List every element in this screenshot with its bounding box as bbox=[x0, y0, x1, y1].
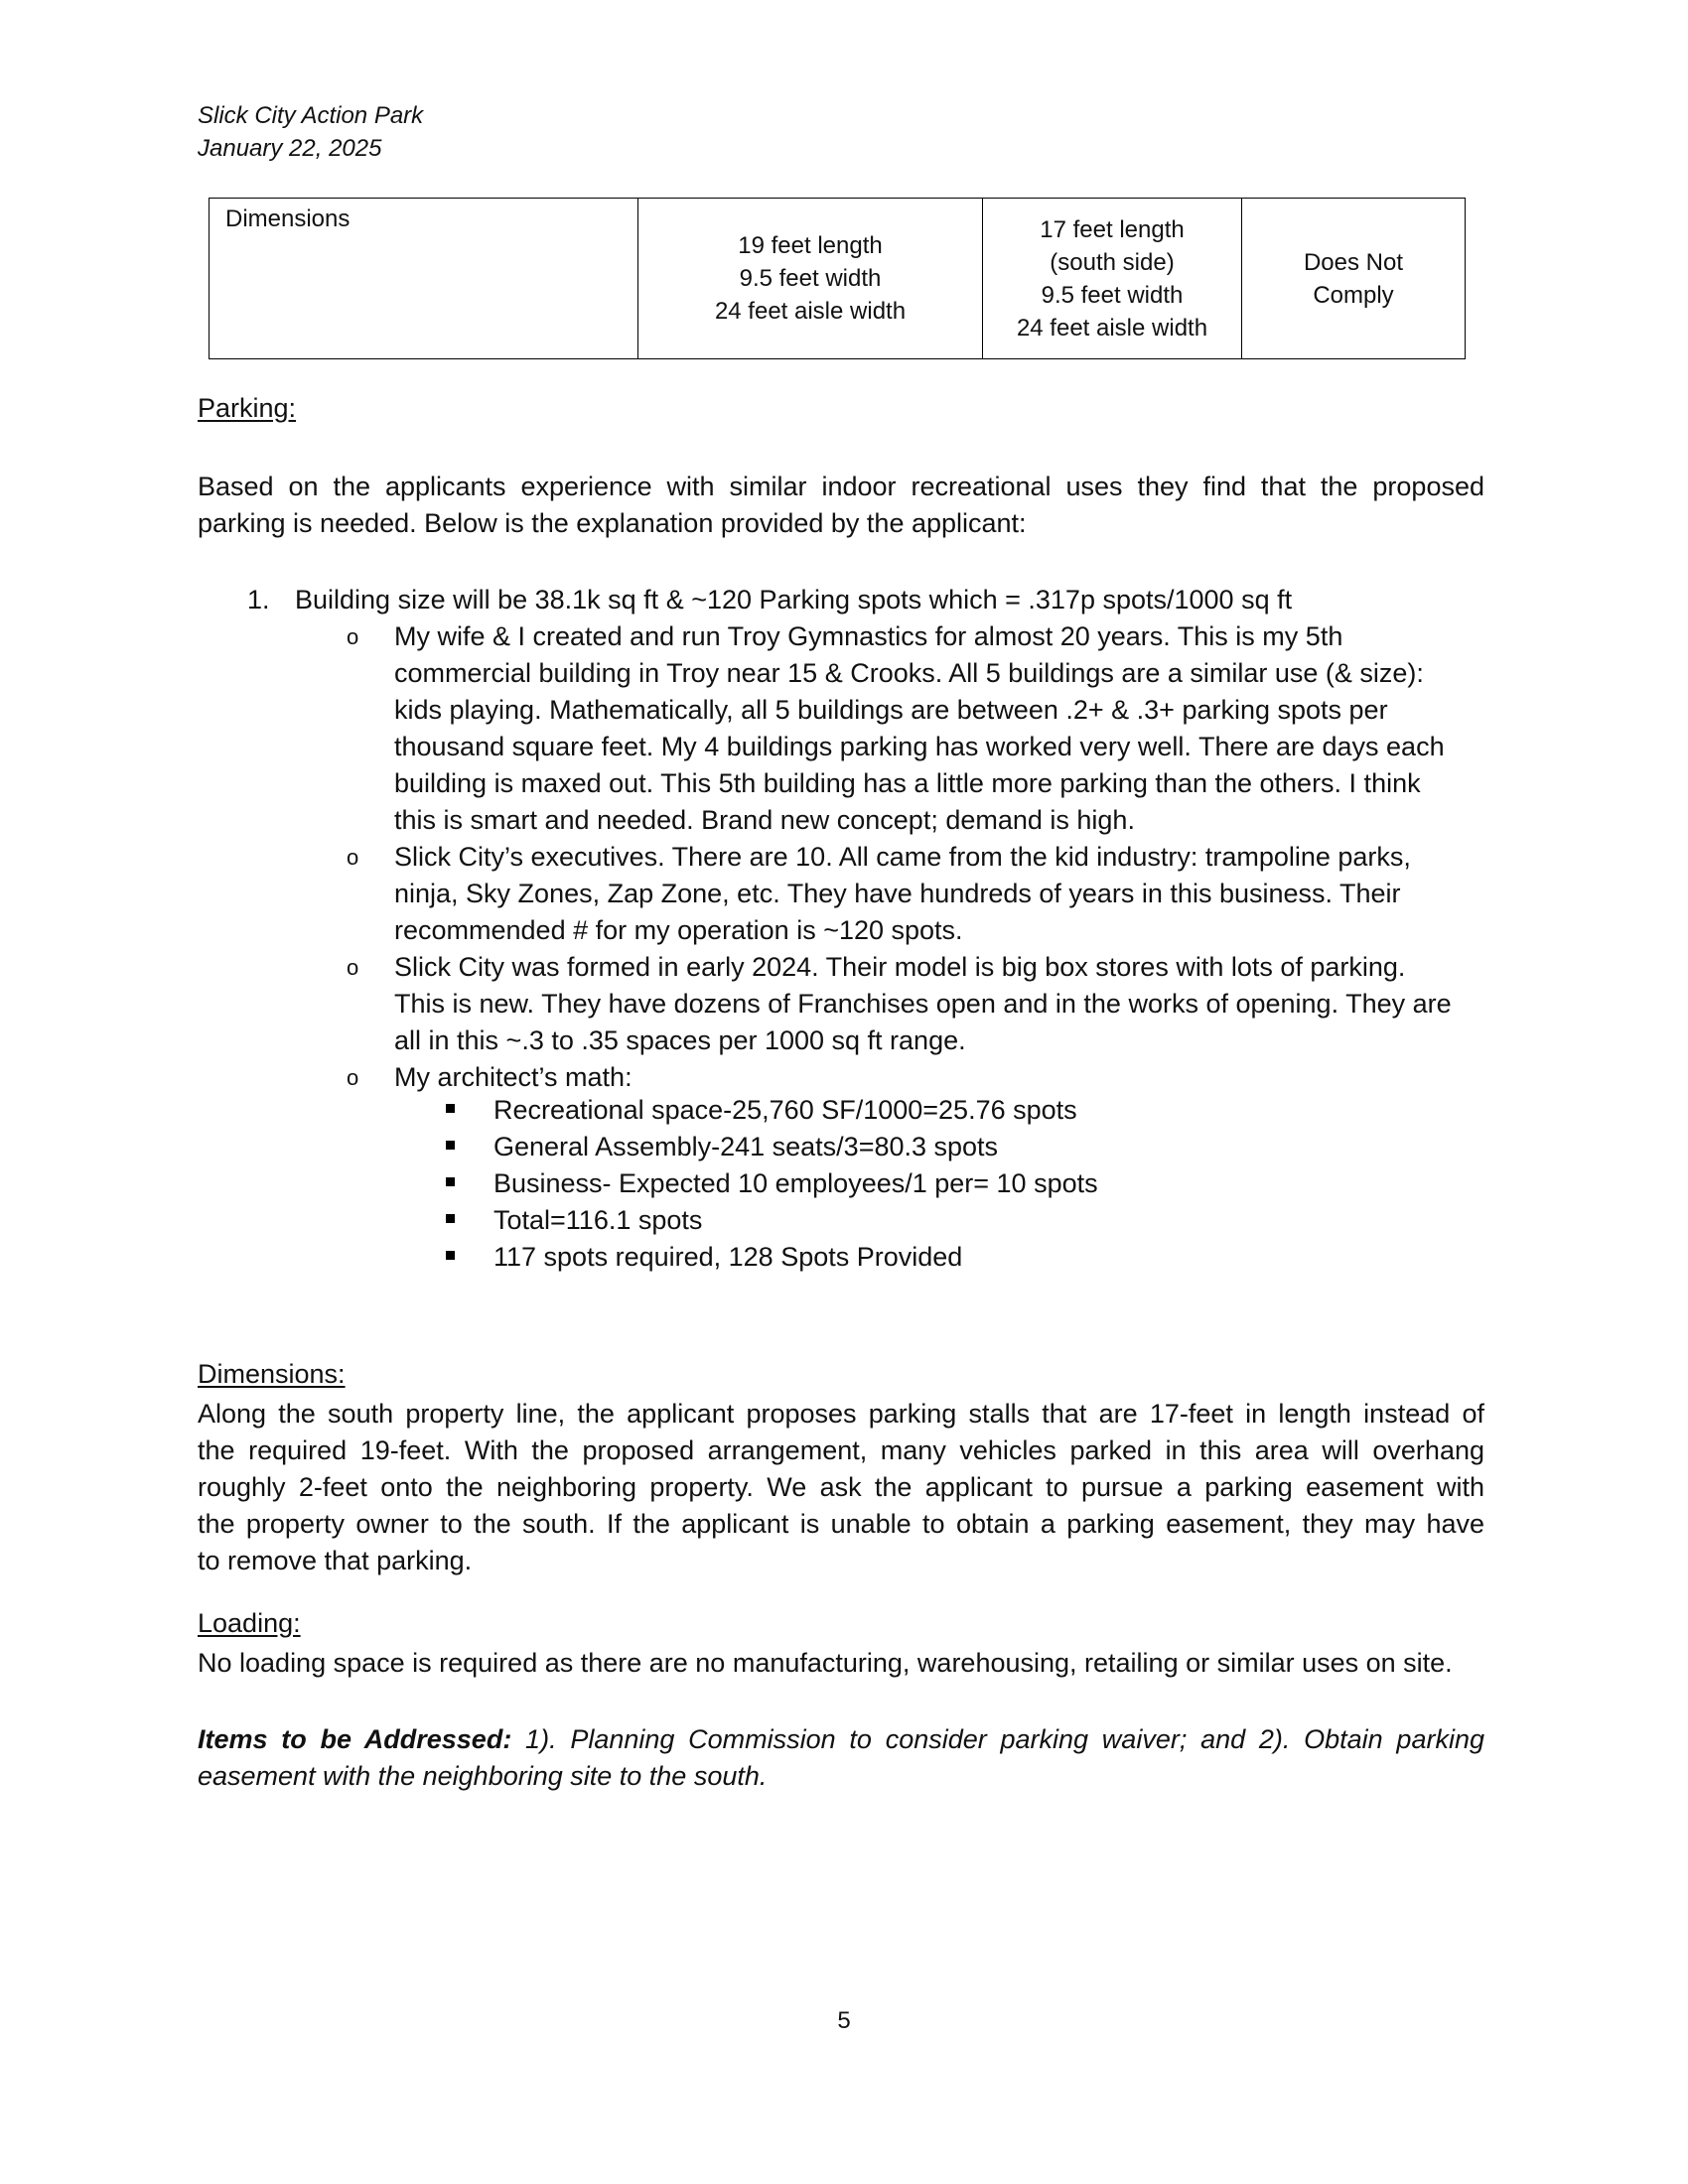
circle-bullet-icon: o bbox=[347, 624, 359, 649]
list-item-line: building is maxed out. This 5th building has a little more parking than the others. I think bbox=[394, 768, 1421, 798]
dimensions-heading: Dimensions: bbox=[198, 1359, 346, 1389]
provided-value: 24 feet aisle width bbox=[1016, 314, 1208, 341]
square-bullet-icon bbox=[446, 1104, 455, 1113]
list-item bbox=[347, 839, 1452, 949]
provided-value: (south side) bbox=[1050, 248, 1175, 276]
header-project-name: Slick City Action Park bbox=[198, 102, 424, 129]
paragraph-line: the property owner to the south. If the applicant is unable to obtain a parking easement, they may have bbox=[198, 1509, 1484, 1539]
square-bullet-icon bbox=[446, 1177, 455, 1186]
list-item-line: My architect’s math: bbox=[394, 1062, 633, 1092]
paragraph-line: parking is needed. Below is the explanation provided by the applicant: bbox=[198, 508, 1027, 538]
list-item-line: all in this ~.3 to .35 spaces per 1000 sq ft range. bbox=[394, 1025, 966, 1055]
numbered-item bbox=[247, 582, 1292, 618]
table-cell-label bbox=[210, 199, 638, 359]
table-cell-required bbox=[638, 199, 983, 359]
square-bullet-icon bbox=[446, 1141, 455, 1150]
paragraph-line: No loading space is required as there are no manufacturing, warehousing, retailing or similar uses on site. bbox=[198, 1648, 1453, 1678]
square-bullet-icon bbox=[446, 1214, 455, 1223]
dimensions-paragraph bbox=[198, 1396, 1484, 1579]
parking-intro bbox=[198, 469, 1484, 542]
list-item-line: thousand square feet. My 4 buildings parking has worked very well. There are days each bbox=[394, 732, 1445, 761]
list-item-line: My wife & I created and run Troy Gymnastics for almost 20 years. This is my 5th bbox=[394, 621, 1343, 651]
circle-bullet-icon: o bbox=[347, 955, 359, 980]
items-line bbox=[198, 1721, 1484, 1758]
square-bullet-icon bbox=[446, 1251, 455, 1260]
circle-bullet-icon: o bbox=[347, 1065, 359, 1090]
list-item-line: commercial building in Troy near 15 & Crooks. All 5 buildings are a similar use (& size): bbox=[394, 658, 1424, 688]
list-item bbox=[446, 1092, 1098, 1129]
list-item-text: Total=116.1 spots bbox=[493, 1205, 703, 1235]
required-value: 9.5 feet width bbox=[739, 265, 882, 292]
list-item-line: This is new. They have dozens of Franchises open and in the works of opening. They are bbox=[394, 989, 1452, 1019]
item-text: Building size will be 38.1k sq ft & ~120 Parking spots which = .317p spots/1000 sq ft bbox=[295, 585, 1293, 614]
table-cell-provided bbox=[983, 199, 1242, 359]
list-item-text: Business- Expected 10 employees/1 per= 10 spots bbox=[493, 1168, 1098, 1198]
list-item-line: recommended # for my operation is ~120 spots. bbox=[394, 915, 963, 945]
paragraph-line: to remove that parking. bbox=[198, 1546, 473, 1575]
list-item-line: ninja, Sky Zones, Zap Zone, etc. They have hundreds of years in this business. Their bbox=[394, 879, 1401, 908]
items-label: Items to be Addressed: bbox=[198, 1724, 512, 1754]
list-item-line: Slick City’s executives. There are 10. All came from the kid industry: trampoline parks, bbox=[394, 842, 1411, 872]
items-to-be-addressed bbox=[198, 1721, 1484, 1795]
compliance-status: Does Not bbox=[1303, 248, 1404, 276]
list-item bbox=[446, 1239, 1098, 1276]
list-item-text: General Assembly-241 seats/3=80.3 spots bbox=[493, 1132, 999, 1161]
provided-value: 17 feet length bbox=[1040, 215, 1185, 243]
table-cell-compliance bbox=[1242, 199, 1466, 359]
items-text: 1). Planning Commission to consider parking waiver; and 2). Obtain parking bbox=[511, 1724, 1484, 1754]
item-number: 1. bbox=[247, 585, 270, 614]
paragraph-line: the required 19-feet. With the proposed arrangement, many vehicles parked in this area will overhang bbox=[198, 1435, 1484, 1465]
paragraph-line: Along the south property line, the applicant proposes parking stalls that are 17-feet in length instead of bbox=[198, 1399, 1484, 1429]
list-item-line: this is smart and needed. Brand new concept; demand is high. bbox=[394, 805, 1135, 835]
list-item-text: 117 spots required, 128 Spots Provided bbox=[493, 1242, 963, 1272]
list-item bbox=[446, 1129, 1098, 1165]
list-item bbox=[347, 949, 1452, 1059]
header-date: January 22, 2025 bbox=[198, 135, 382, 162]
list-item bbox=[347, 1059, 1452, 1096]
required-value: 19 feet length bbox=[738, 232, 883, 259]
list-item bbox=[347, 618, 1452, 839]
list-item-text: Recreational space-25,760 SF/1000=25.76 spots bbox=[493, 1095, 1077, 1125]
table-row bbox=[210, 199, 1466, 359]
paragraph-line: Based on the applicants experience with similar indoor recreational uses they find that the proposed bbox=[198, 472, 1484, 501]
list-item bbox=[446, 1202, 1098, 1239]
dimensions-label: Dimensions bbox=[225, 205, 351, 232]
paragraph-line: roughly 2-feet onto the neighboring property. We ask the applicant to pursue a parking easement with bbox=[198, 1472, 1484, 1502]
loading-heading: Loading: bbox=[198, 1608, 301, 1638]
list-item-line: kids playing. Mathematically, all 5 buildings are between .2+ & .3+ parking spots per bbox=[394, 695, 1388, 725]
list-item bbox=[446, 1165, 1098, 1202]
sub-bullet-list bbox=[347, 618, 1452, 1096]
page-header bbox=[198, 99, 423, 165]
parking-heading: Parking: bbox=[198, 393, 297, 423]
circle-bullet-icon: o bbox=[347, 845, 359, 870]
list-item-line: Slick City was formed in early 2024. Their model is big box stores with lots of parking. bbox=[394, 952, 1406, 982]
compliance-status: Comply bbox=[1313, 281, 1394, 309]
items-line: easement with the neighboring site to the south. bbox=[198, 1761, 768, 1791]
dimensions-table bbox=[209, 198, 1466, 359]
architect-math-list bbox=[446, 1092, 1098, 1276]
loading-paragraph bbox=[198, 1645, 1484, 1682]
provided-value: 9.5 feet width bbox=[1041, 281, 1184, 309]
page-number: 5 bbox=[837, 2007, 851, 2034]
required-value: 24 feet aisle width bbox=[714, 298, 907, 325]
